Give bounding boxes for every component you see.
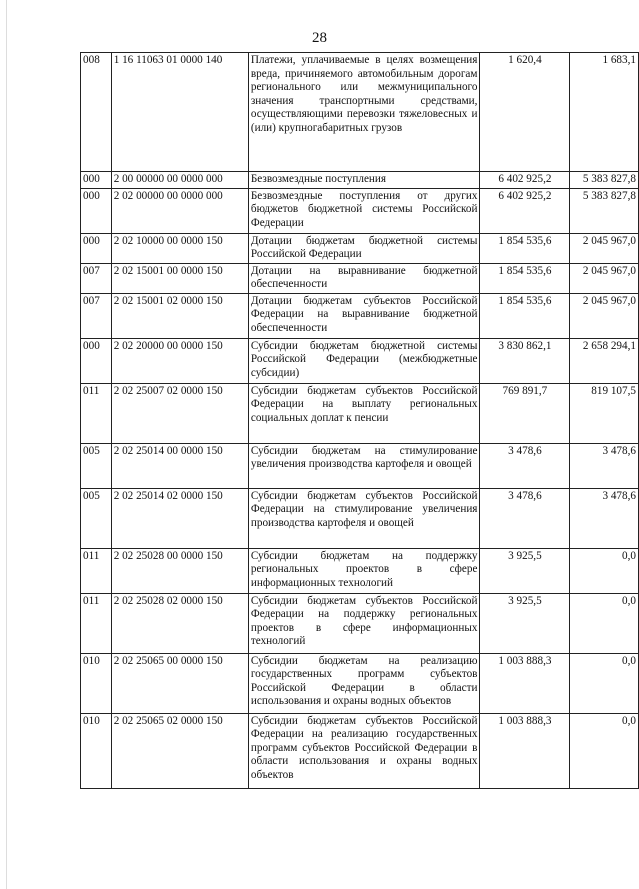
table-row bbox=[81, 263, 639, 293]
revenue-name-cell: Дотации на выравнивание бюджетной обеспеченности bbox=[248, 263, 480, 293]
table-row bbox=[81, 548, 639, 593]
budget-classification-code-cell: 2 02 00000 00 0000 000 bbox=[111, 188, 248, 233]
amount-year-1-cell: 3 925,5 bbox=[480, 593, 570, 653]
budget-classification-code-cell: 2 02 20000 00 0000 150 bbox=[111, 338, 248, 383]
table-row bbox=[81, 713, 639, 788]
amount-year-1-cell: 3 478,6 bbox=[480, 443, 570, 488]
table-row bbox=[81, 188, 639, 233]
admin-code-cell: 007 bbox=[81, 293, 112, 338]
table-row bbox=[81, 172, 639, 189]
revenue-name-cell: Субсидии бюджетам субъектов Российской Федерации на поддержку региональных проектов в сфере информационных технологий bbox=[248, 593, 480, 653]
amount-year-2-cell: 2 045 967,0 bbox=[570, 233, 639, 263]
amount-year-1-cell: 1 620,4 bbox=[480, 53, 570, 172]
amount-year-1-cell: 1 854 535,6 bbox=[480, 293, 570, 338]
admin-code-cell: 000 bbox=[81, 338, 112, 383]
budget-classification-code-cell: 2 02 25014 00 0000 150 bbox=[111, 443, 248, 488]
admin-code-cell: 010 bbox=[81, 653, 112, 713]
revenue-name-cell: Субсидии бюджетам субъектов Российской Федерации на стимулирование увеличения производства картофеля и овощей bbox=[248, 488, 480, 548]
amount-year-2-cell: 819 107,5 bbox=[570, 383, 639, 443]
revenue-name-cell: Безвозмездные поступления от других бюджетов бюджетной системы Российской Федерации bbox=[248, 188, 480, 233]
amount-year-2-cell: 5 383 827,8 bbox=[570, 188, 639, 233]
table-body bbox=[81, 53, 639, 789]
budget-revenue-table bbox=[80, 52, 639, 789]
amount-year-2-cell: 2 045 967,0 bbox=[570, 263, 639, 293]
table-row bbox=[81, 338, 639, 383]
budget-classification-code-cell: 2 02 25028 00 0000 150 bbox=[111, 548, 248, 593]
amount-year-1-cell: 1 854 535,6 bbox=[480, 233, 570, 263]
page-number: 28 bbox=[312, 30, 327, 46]
amount-year-1-cell: 6 402 925,2 bbox=[480, 172, 570, 189]
table-row bbox=[81, 488, 639, 548]
admin-code-cell: 011 bbox=[81, 383, 112, 443]
amount-year-2-cell: 0,0 bbox=[570, 548, 639, 593]
admin-code-cell: 008 bbox=[81, 53, 112, 172]
amount-year-2-cell: 0,0 bbox=[570, 713, 639, 788]
amount-year-1-cell: 1 003 888,3 bbox=[480, 653, 570, 713]
amount-year-1-cell: 1 854 535,6 bbox=[480, 263, 570, 293]
table-row bbox=[81, 653, 639, 713]
amount-year-2-cell: 2 658 294,1 bbox=[570, 338, 639, 383]
amount-year-1-cell: 3 830 862,1 bbox=[480, 338, 570, 383]
revenue-name-cell: Субсидии бюджетам бюджетной системы Российской Федерации (межбюджетные субсидии) bbox=[248, 338, 480, 383]
admin-code-cell: 000 bbox=[81, 233, 112, 263]
admin-code-cell: 000 bbox=[81, 172, 112, 189]
revenue-name-cell: Субсидии бюджетам на поддержку региональных проектов в сфере информационных технологий bbox=[248, 548, 480, 593]
budget-classification-code-cell: 2 02 25028 02 0000 150 bbox=[111, 593, 248, 653]
revenue-name-cell: Дотации бюджетам бюджетной системы Российской Федерации bbox=[248, 233, 480, 263]
scan-edge bbox=[6, 0, 7, 889]
budget-classification-code-cell: 2 02 10000 00 0000 150 bbox=[111, 233, 248, 263]
budget-classification-code-cell: 2 00 00000 00 0000 000 bbox=[111, 172, 248, 189]
revenue-name-cell: Субсидии бюджетам на стимулирование увеличения производства картофеля и овощей bbox=[248, 443, 480, 488]
amount-year-2-cell: 5 383 827,8 bbox=[570, 172, 639, 189]
amount-year-1-cell: 3 925,5 bbox=[480, 548, 570, 593]
budget-classification-code-cell: 2 02 25007 02 0000 150 bbox=[111, 383, 248, 443]
amount-year-2-cell: 0,0 bbox=[570, 653, 639, 713]
table-row bbox=[81, 443, 639, 488]
revenue-name-cell: Субсидии бюджетам субъектов Российской Федерации на выплату региональных социальных доплат к пенсии bbox=[248, 383, 480, 443]
revenue-name-cell: Субсидии бюджетам на реализацию государственных программ субъектов Российской Федерации в области использования и охраны водных объектов bbox=[248, 653, 480, 713]
admin-code-cell: 005 bbox=[81, 488, 112, 548]
admin-code-cell: 011 bbox=[81, 548, 112, 593]
budget-classification-code-cell: 2 02 25014 02 0000 150 bbox=[111, 488, 248, 548]
amount-year-2-cell: 3 478,6 bbox=[570, 488, 639, 548]
admin-code-cell: 000 bbox=[81, 188, 112, 233]
amount-year-2-cell: 2 045 967,0 bbox=[570, 293, 639, 338]
amount-year-1-cell: 1 003 888,3 bbox=[480, 713, 570, 788]
table-row bbox=[81, 53, 639, 172]
amount-year-2-cell: 1 683,1 bbox=[570, 53, 639, 172]
budget-classification-code-cell: 2 02 15001 00 0000 150 bbox=[111, 263, 248, 293]
budget-classification-code-cell: 2 02 25065 02 0000 150 bbox=[111, 713, 248, 788]
admin-code-cell: 005 bbox=[81, 443, 112, 488]
budget-classification-code-cell: 1 16 11063 01 0000 140 bbox=[111, 53, 248, 172]
budget-classification-code-cell: 2 02 25065 00 0000 150 bbox=[111, 653, 248, 713]
revenue-name-cell: Платежи, уплачиваемые в целях возмещения вреда, причиняемого автомобильным дорогам регионального или межмуниципального значения транспортными средствами, осуществляющими перевозки тяжеловесных и (или) крупногабаритных грузов bbox=[248, 53, 480, 172]
admin-code-cell: 011 bbox=[81, 593, 112, 653]
revenue-name-cell: Субсидии бюджетам субъектов Российской Федерации на реализацию государственных программ субъектов Российской Федерации в области использования и охраны водных объектов bbox=[248, 713, 480, 788]
admin-code-cell: 010 bbox=[81, 713, 112, 788]
amount-year-2-cell: 3 478,6 bbox=[570, 443, 639, 488]
admin-code-cell: 007 bbox=[81, 263, 112, 293]
table-row bbox=[81, 593, 639, 653]
amount-year-2-cell: 0,0 bbox=[570, 593, 639, 653]
amount-year-1-cell: 769 891,7 bbox=[480, 383, 570, 443]
amount-year-1-cell: 3 478,6 bbox=[480, 488, 570, 548]
table-row bbox=[81, 233, 639, 263]
table-row bbox=[81, 383, 639, 443]
amount-year-1-cell: 6 402 925,2 bbox=[480, 188, 570, 233]
table-row bbox=[81, 293, 639, 338]
revenue-name-cell: Дотации бюджетам субъектов Российской Федерации на выравнивание бюджетной обеспеченности bbox=[248, 293, 480, 338]
budget-classification-code-cell: 2 02 15001 02 0000 150 bbox=[111, 293, 248, 338]
revenue-name-cell: Безвозмездные поступления bbox=[248, 172, 480, 189]
